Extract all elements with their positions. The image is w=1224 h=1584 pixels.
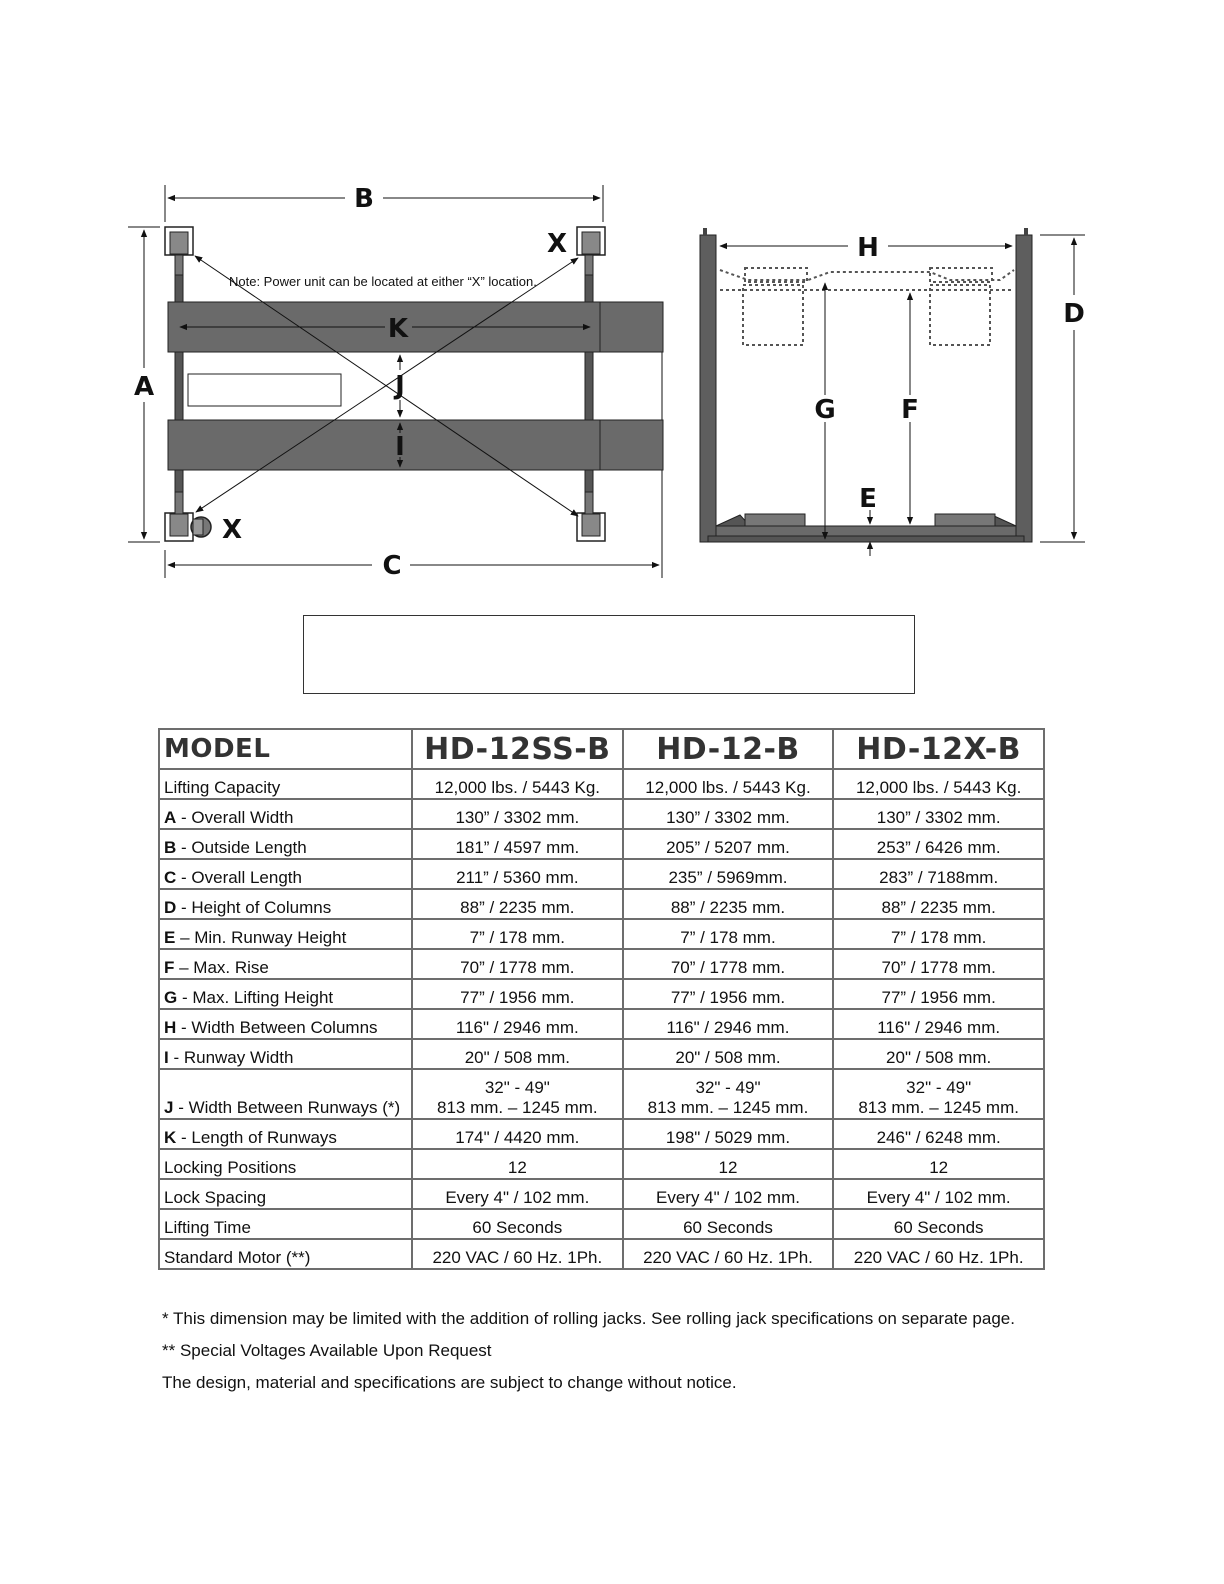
dimension-letter: B — [164, 838, 177, 857]
spec-value-line: 77” / 1956 mm. — [460, 988, 575, 1007]
table-row — [159, 1239, 1044, 1269]
spec-value — [833, 919, 1044, 949]
spec-value-line: 253” / 6426 mm. — [876, 838, 1001, 857]
spec-label-text: - Width Between Columns — [176, 1018, 378, 1037]
blank-label-box — [188, 374, 341, 406]
spec-value — [623, 1069, 834, 1119]
model-name: HD-12SS-B — [412, 729, 623, 769]
spec-value — [412, 1179, 623, 1209]
ramp-top — [600, 302, 663, 352]
power-unit-location-x-top: X — [546, 229, 568, 259]
spec-label — [159, 1069, 412, 1119]
dimension-letter: A — [164, 808, 177, 827]
table-row — [159, 769, 1044, 799]
spec-value-line: 32" - 49" — [484, 1078, 550, 1097]
spec-value-line: 130” / 3302 mm. — [666, 808, 790, 827]
footnotes — [162, 1303, 1015, 1399]
dimension-letter: J — [164, 1098, 174, 1117]
spec-label — [159, 1149, 412, 1179]
spec-value-line: 70” / 1778 mm. — [460, 958, 575, 977]
dim-label-b: B — [354, 184, 374, 214]
dimension-letter: E — [164, 928, 176, 947]
spec-value-line: 130” / 3302 mm. — [455, 808, 580, 827]
spec-value-line: 7” / 178 mm. — [680, 928, 776, 947]
spec-value — [833, 829, 1044, 859]
spec-value — [833, 859, 1044, 889]
dim-label-h: H — [857, 233, 879, 263]
model-name: HD-12X-B — [833, 729, 1044, 769]
footnote-special-voltages: ** Special Voltages Available Upon Request — [162, 1341, 492, 1360]
spec-value-line: 12,000 lbs. / 5443 Kg. — [645, 778, 811, 797]
spec-value — [623, 1179, 834, 1209]
spec-value — [833, 1149, 1044, 1179]
spec-label-text: Lock Spacing — [164, 1188, 267, 1207]
top-view-diagram — [128, 184, 663, 581]
table-row — [159, 859, 1044, 889]
spec-value-line: 7” / 178 mm. — [469, 928, 566, 947]
spec-value — [833, 1069, 1044, 1119]
blank-caption-box — [303, 615, 915, 694]
dim-label-a: A — [133, 372, 155, 402]
spec-value — [412, 799, 623, 829]
spec-value — [833, 1039, 1044, 1069]
table-row — [159, 949, 1044, 979]
spec-value — [412, 1209, 623, 1239]
spec-value — [623, 769, 834, 799]
spec-value-line: Every 4" / 102 mm. — [445, 1188, 590, 1207]
spec-value-line: 246" / 6248 mm. — [876, 1128, 1001, 1147]
spec-label-text: - Outside Length — [176, 838, 307, 857]
dimension-letter: F — [164, 958, 175, 977]
spec-label — [159, 829, 412, 859]
spec-value-line: 12,000 lbs. / 5443 Kg. — [434, 778, 601, 797]
spec-value — [623, 1149, 834, 1179]
spec-value-line: 235” / 5969mm. — [668, 868, 788, 887]
spec-value — [412, 859, 623, 889]
specifications-table — [158, 728, 1045, 1270]
spec-value — [412, 1009, 623, 1039]
spec-label-text: Lifting Time — [164, 1218, 251, 1237]
spec-label — [159, 799, 412, 829]
table-row — [159, 919, 1044, 949]
spec-label — [159, 919, 412, 949]
spec-value — [623, 1009, 834, 1039]
spec-value — [623, 1039, 834, 1069]
spec-value-line: 60 Seconds — [472, 1218, 563, 1237]
spec-value — [623, 979, 834, 1009]
spec-value-line: 20" / 508 mm. — [464, 1048, 570, 1067]
spec-label-text: - Width Between Runways (*) — [173, 1098, 401, 1117]
spec-value — [412, 919, 623, 949]
spec-value-line: 20" / 508 mm. — [886, 1048, 992, 1067]
dim-label-d: D — [1063, 299, 1085, 329]
model-header: MODEL — [159, 729, 412, 769]
column-top-left — [165, 227, 193, 275]
spec-label — [159, 1209, 412, 1239]
spec-value-line: 60 Seconds — [893, 1218, 984, 1237]
dimension-letter: K — [164, 1128, 177, 1147]
column-bottom-left — [165, 492, 193, 541]
spec-label-text: – Max. Rise — [174, 958, 269, 977]
spec-label — [159, 889, 412, 919]
dim-label-i: I — [395, 432, 405, 462]
spec-value — [412, 949, 623, 979]
dimension-letter: I — [164, 1048, 169, 1067]
spec-label-text: - Length of Runways — [176, 1128, 337, 1147]
spec-value-line: 116" / 2946 mm. — [455, 1018, 579, 1037]
table-row — [159, 829, 1044, 859]
dim-label-e: E — [859, 484, 877, 514]
spec-value-line: 283” / 7188mm. — [879, 868, 999, 887]
spec-value — [833, 889, 1044, 919]
spec-value — [833, 949, 1044, 979]
dim-label-j: J — [395, 371, 405, 401]
spec-label-text: - Overall Width — [176, 808, 294, 827]
spec-value-line: 77” / 1956 mm. — [670, 988, 786, 1007]
ramp-bottom — [600, 420, 663, 470]
table-row — [159, 1179, 1044, 1209]
power-unit-note: Note: Power unit can be located at either “X” location. — [229, 274, 537, 289]
spec-value-line: 7” / 178 mm. — [890, 928, 987, 947]
spec-value-line: 211” / 5360 mm. — [456, 868, 579, 887]
spec-value — [833, 979, 1044, 1009]
spec-value-line: 174" / 4420 mm. — [455, 1128, 580, 1147]
spec-value — [623, 949, 834, 979]
spec-value-line: 12,000 lbs. / 5443 Kg. — [855, 778, 1022, 797]
spec-value-line: 88” / 2235 mm. — [881, 898, 996, 917]
spec-value — [412, 1119, 623, 1149]
dim-label-k: K — [387, 314, 409, 344]
dimension-letter: D — [164, 898, 177, 917]
spec-label — [159, 949, 412, 979]
spec-label — [159, 1009, 412, 1039]
spec-value — [412, 1239, 623, 1269]
dim-label-f: F — [901, 395, 919, 425]
spec-value — [833, 1009, 1044, 1039]
spec-label-text: – Min. Runway Height — [175, 928, 347, 947]
spec-value-line: Every 4" / 102 mm. — [656, 1188, 800, 1207]
spec-value — [412, 979, 623, 1009]
spec-label — [159, 1239, 412, 1269]
spec-value — [833, 1239, 1044, 1269]
spec-label-text: Standard Motor (**) — [164, 1248, 311, 1267]
table-row — [159, 1039, 1044, 1069]
spec-label-text: Lifting Capacity — [164, 778, 281, 797]
spec-label — [159, 979, 412, 1009]
spec-value — [623, 829, 834, 859]
spec-value-line: 88” / 2235 mm. — [460, 898, 575, 917]
spec-value-line: 12 — [507, 1158, 527, 1177]
spec-label — [159, 769, 412, 799]
spec-value — [412, 1039, 623, 1069]
dimension-letter: C — [164, 868, 177, 887]
spec-value-line: 60 Seconds — [683, 1218, 773, 1237]
spec-value — [623, 1239, 834, 1269]
spec-value — [412, 829, 623, 859]
column-bottom-right — [577, 492, 605, 541]
spec-value — [623, 1209, 834, 1239]
spec-value-line: 205” / 5207 mm. — [666, 838, 790, 857]
dimension-letter: H — [164, 1018, 177, 1037]
column-top-right — [577, 227, 605, 275]
footnote-rolling-jacks: * This dimension may be limited with the addition of rolling jacks. See rolling jack specifications on separate page. — [162, 1309, 1015, 1328]
dimension-letter: G — [164, 988, 178, 1007]
spec-value — [412, 1069, 623, 1119]
table-row — [159, 1209, 1044, 1239]
spec-value-line: 116" / 2946 mm. — [666, 1018, 790, 1037]
lift-dimension-diagrams — [0, 0, 1224, 600]
spec-label — [159, 1179, 412, 1209]
spec-label-text: - Height of Columns — [176, 898, 332, 917]
spec-value-line: 813 mm. – 1245 mm. — [437, 1098, 598, 1117]
spec-value-line: 220 VAC / 60 Hz. 1Ph. — [853, 1248, 1024, 1267]
spec-value — [412, 889, 623, 919]
table-row — [159, 1009, 1044, 1039]
side-view-diagram — [700, 228, 1085, 556]
model-name: HD-12-B — [623, 729, 834, 769]
spec-value-line: 813 mm. – 1245 mm. — [647, 1098, 809, 1117]
table-row — [159, 1069, 1044, 1119]
runway-bottom — [168, 420, 600, 470]
spec-value-line: 12 — [718, 1158, 738, 1177]
spec-value-line: 70” / 1778 mm. — [881, 958, 996, 977]
table-row — [159, 979, 1044, 1009]
spec-value — [833, 1179, 1044, 1209]
spec-label — [159, 1119, 412, 1149]
spec-value-line: 12 — [929, 1158, 949, 1177]
spec-value-line: 116" / 2946 mm. — [877, 1018, 1001, 1037]
spec-value — [833, 1119, 1044, 1149]
power-unit-icon — [191, 517, 211, 537]
spec-label-text: Locking Positions — [164, 1158, 297, 1177]
dim-label-g: G — [814, 395, 836, 425]
spec-value — [412, 769, 623, 799]
spec-value-line: 181” / 4597 mm. — [455, 838, 580, 857]
spec-value-line: 88” / 2235 mm. — [670, 898, 786, 917]
spec-value-line: 813 mm. – 1245 mm. — [858, 1098, 1019, 1117]
spec-value — [412, 1149, 623, 1179]
spec-value-line: 20" / 508 mm. — [675, 1048, 781, 1067]
table-header-row — [159, 729, 1044, 769]
spec-value — [623, 1119, 834, 1149]
spec-value — [623, 889, 834, 919]
spec-value-line: 198" / 5029 mm. — [665, 1128, 791, 1147]
spec-value-line: 70” / 1778 mm. — [670, 958, 786, 977]
footnote-disclaimer: The design, material and specifications are subject to change without notice. — [162, 1373, 737, 1392]
spec-value — [623, 799, 834, 829]
table-row — [159, 1149, 1044, 1179]
spec-value-line: 220 VAC / 60 Hz. 1Ph. — [432, 1248, 603, 1267]
table-row — [159, 799, 1044, 829]
spec-value-line: 77” / 1956 mm. — [881, 988, 996, 1007]
table-row — [159, 889, 1044, 919]
power-unit-location-x-bottom: X — [221, 515, 243, 545]
spec-value — [623, 919, 834, 949]
spec-value-line: 130” / 3302 mm. — [876, 808, 1001, 827]
spec-value — [833, 799, 1044, 829]
dim-label-c: C — [382, 551, 402, 581]
spec-value — [623, 859, 834, 889]
table-row — [159, 1119, 1044, 1149]
spec-label-text: - Overall Length — [176, 868, 302, 887]
spec-label — [159, 1039, 412, 1069]
spec-label-text: - Runway Width — [168, 1048, 294, 1067]
spec-value — [833, 1209, 1044, 1239]
spec-value-line: 32" - 49" — [906, 1078, 972, 1097]
spec-value-line: 220 VAC / 60 Hz. 1Ph. — [643, 1248, 813, 1267]
spec-value-line: 32" - 49" — [695, 1078, 761, 1097]
spec-label-text: - Max. Lifting Height — [177, 988, 334, 1007]
spec-value-line: Every 4" / 102 mm. — [866, 1188, 1011, 1207]
spec-label — [159, 859, 412, 889]
spec-value — [833, 769, 1044, 799]
